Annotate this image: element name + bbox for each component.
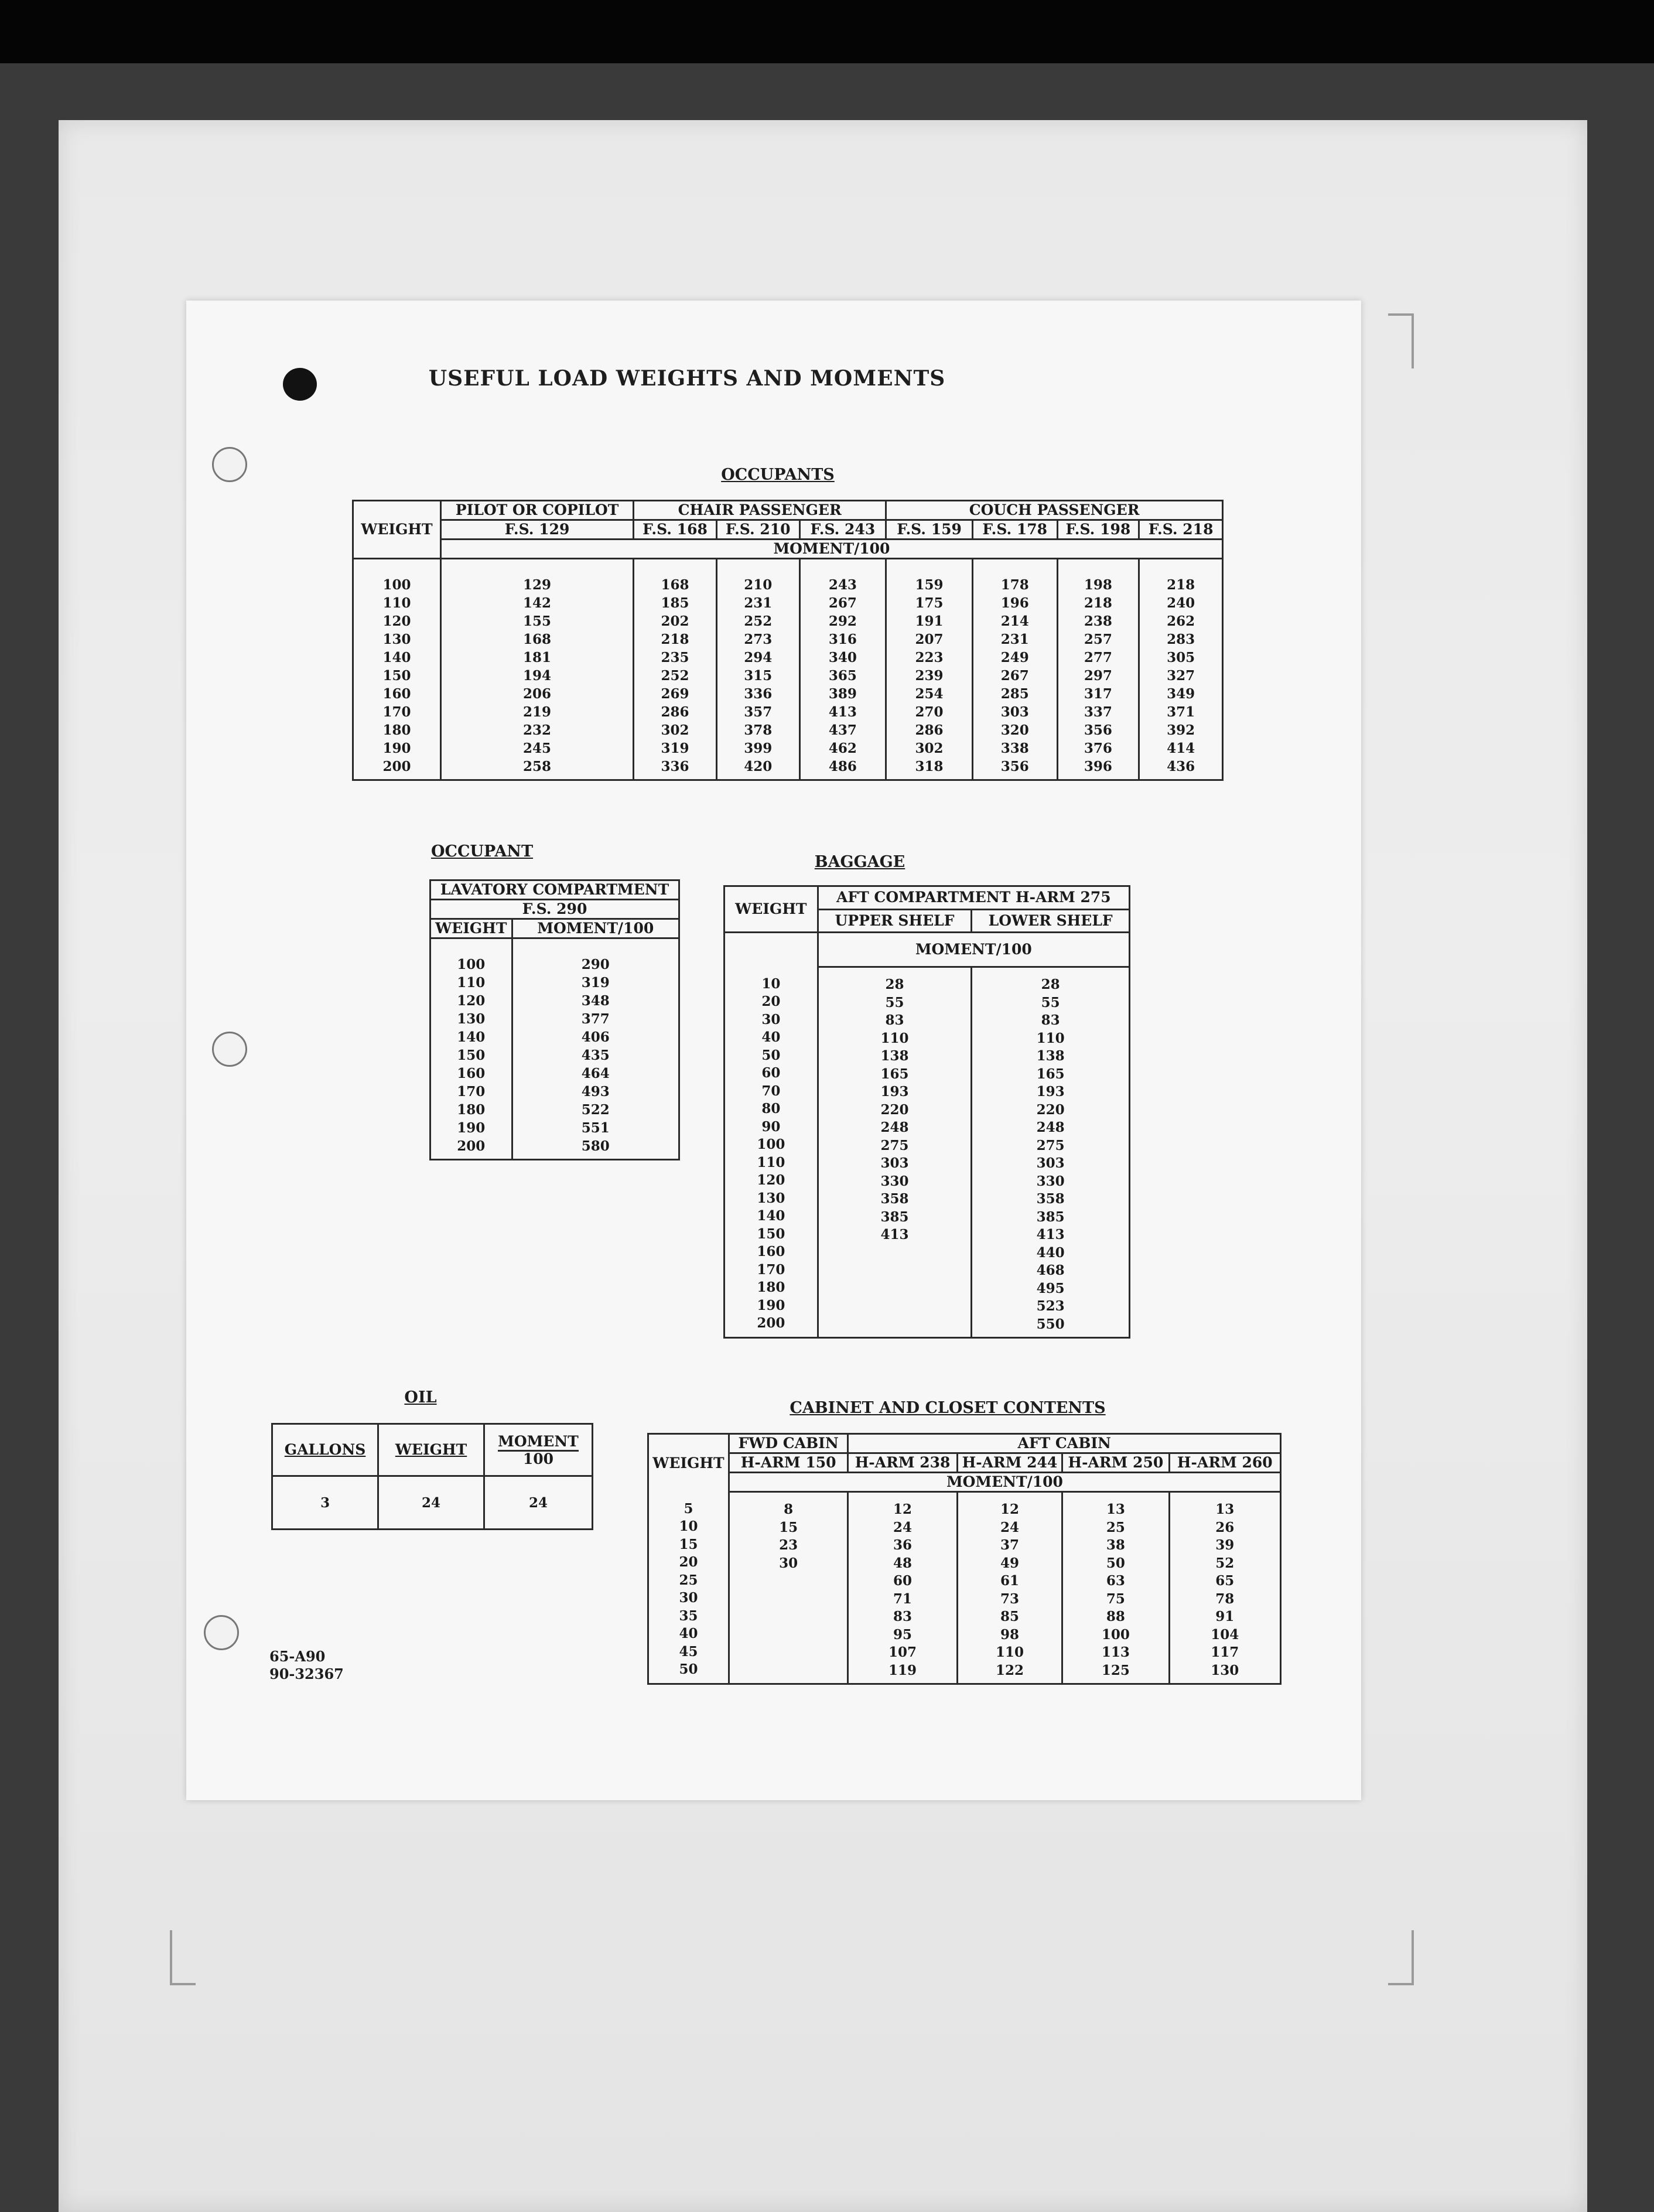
oil-weight-value: 24 [378, 1476, 484, 1530]
oil-gallons-header: GALLONS [272, 1424, 378, 1476]
occ-moment-header: MOMENT/100 [440, 540, 1222, 559]
baggage-title: BAGGAGE [814, 853, 905, 871]
bag-lower-header: LOWER SHELF [972, 909, 1130, 933]
lavatory-title: OCCUPANT [430, 842, 534, 861]
page-title: USEFUL LOAD WEIGHTS AND MOMENTS [428, 366, 946, 391]
cab-aft-header: AFT CABIN [848, 1434, 1281, 1453]
oil-moment-value: 24 [484, 1476, 592, 1530]
lavatory-table [429, 879, 680, 1160]
occ-weight-column: 100 110 120 130 140 150 160 170 180 190 200 [353, 559, 441, 780]
lav-weight-header: WEIGHT [430, 919, 512, 938]
punch-hole [283, 368, 317, 401]
lavatory-station: F.S. 290 [430, 900, 679, 919]
occ-couch-column: 178 196 214 231 249 267 285 303 320 338 356 [972, 559, 1057, 780]
bag-weight-header: WEIGHT [725, 886, 818, 933]
binder-hole [212, 1032, 247, 1067]
station-header: F.S. 159 [886, 520, 973, 540]
cab-fwd-column: 8 15 23 30 [729, 1492, 847, 1684]
oil-title: OIL [404, 1388, 437, 1407]
bag-lower-column: 28 55 83 110 138 165 193 220 248 275 303 330 358 385 413 440 468 495 523 550 [972, 967, 1130, 1338]
cab-aft-column: 13 25 38 50 63 75 88 100 113 125 [1062, 1492, 1169, 1684]
baggage-table [723, 885, 1130, 1339]
oil-table [271, 1423, 593, 1530]
cab-aft-arm: H-ARM 238 [848, 1453, 957, 1473]
doc-id-line: 90-32367 [269, 1665, 344, 1682]
bag-weight-column: 10 20 30 40 50 60 70 80 90 100 110 120 130 140 150 160 170 180 190 200 [725, 967, 818, 1338]
occ-couch-column: 159 175 191 207 223 239 254 270 286 302 318 [886, 559, 973, 780]
document-id [269, 1648, 344, 1683]
oil-moment-divisor: 100 [522, 1450, 554, 1467]
oil-moment-label: MOMENT [498, 1433, 579, 1452]
oil-weight-header: WEIGHT [378, 1424, 484, 1476]
cab-aft-arm: H-ARM 260 [1169, 1453, 1280, 1473]
lav-moment-column: 290 319 348 377 406 435 464 493 522 551 580 [512, 938, 679, 1160]
station-header: F.S. 218 [1139, 520, 1223, 540]
corner-mark-top-right [1388, 313, 1414, 368]
bag-weight-blank [725, 933, 818, 967]
lavatory-header: LAVATORY COMPARTMENT [430, 880, 679, 900]
film-top-band [0, 0, 1654, 63]
station-header: F.S. 129 [440, 520, 633, 540]
lav-weight-column: 100 110 120 130 140 150 160 170 180 190 200 [430, 938, 512, 1160]
bag-upper-column: 28 55 83 110 138 165 193 220 248 275 303 330 358 385 413 [818, 967, 972, 1338]
cab-aft-column: 12 24 37 49 61 73 85 98 110 122 [957, 1492, 1062, 1684]
occ-chair-column: 168 185 202 218 235 252 269 286 302 319 336 [634, 559, 717, 780]
oil-moment-header [484, 1424, 592, 1476]
occ-couch-column: 198 218 238 257 277 297 317 337 356 376 396 [1057, 559, 1139, 780]
binder-hole [212, 447, 247, 482]
cab-weight-header: WEIGHT [648, 1434, 729, 1492]
station-header: F.S. 243 [799, 520, 886, 540]
station-header: F.S. 168 [634, 520, 717, 540]
occ-chair-column: 243 267 292 316 340 365 389 413 437 462 486 [799, 559, 886, 780]
lav-moment-header: MOMENT/100 [512, 919, 679, 938]
occupants-title: OCCUPANTS [721, 466, 835, 484]
bag-upper-header: UPPER SHELF [818, 909, 972, 933]
couch-header: COUCH PASSENGER [886, 501, 1223, 520]
cab-weight-column: 5 10 15 20 25 30 35 40 45 50 [648, 1492, 729, 1684]
cab-fwd-header: FWD CABIN [729, 1434, 847, 1453]
cab-fwd-arm: H-ARM 150 [729, 1453, 847, 1473]
cabinet-table [647, 1433, 1281, 1685]
oil-gallons-value: 3 [272, 1476, 378, 1530]
chair-header: CHAIR PASSENGER [634, 501, 886, 520]
occupants-table [352, 500, 1224, 781]
station-header: F.S. 210 [716, 520, 799, 540]
cab-aft-column: 12 24 36 48 60 71 83 95 107 119 [848, 1492, 957, 1684]
occ-weight-header: WEIGHT [353, 501, 441, 559]
cabinet-title: CABINET AND CLOSET CONTENTS [790, 1399, 1106, 1417]
cab-moment-header: MOMENT/100 [729, 1473, 1280, 1492]
corner-mark-bottom-right [1388, 1930, 1414, 1985]
binder-hole [204, 1615, 239, 1650]
cab-aft-column: 13 26 39 52 65 78 91 104 117 130 [1169, 1492, 1280, 1684]
bag-moment-header: MOMENT/100 [818, 933, 1129, 967]
cab-aft-arm: H-ARM 250 [1062, 1453, 1169, 1473]
pilot-header: PILOT OR COPILOT [440, 501, 633, 520]
occ-chair-column: 210 231 252 273 294 315 336 357 378 399 420 [716, 559, 799, 780]
corner-mark-bottom-left [170, 1930, 196, 1985]
document-page [186, 301, 1361, 1800]
occ-couch-column: 218 240 262 283 305 327 349 371 392 414 436 [1139, 559, 1223, 780]
cab-aft-arm: H-ARM 244 [957, 1453, 1062, 1473]
station-header: F.S. 178 [972, 520, 1057, 540]
station-header: F.S. 198 [1057, 520, 1139, 540]
doc-id-line: 65-A90 [269, 1648, 326, 1665]
occ-pilot-column: 129 142 155 168 181 194 206 219 232 245 258 [440, 559, 633, 780]
bag-compartment-header: AFT COMPARTMENT H-ARM 275 [818, 886, 1129, 910]
